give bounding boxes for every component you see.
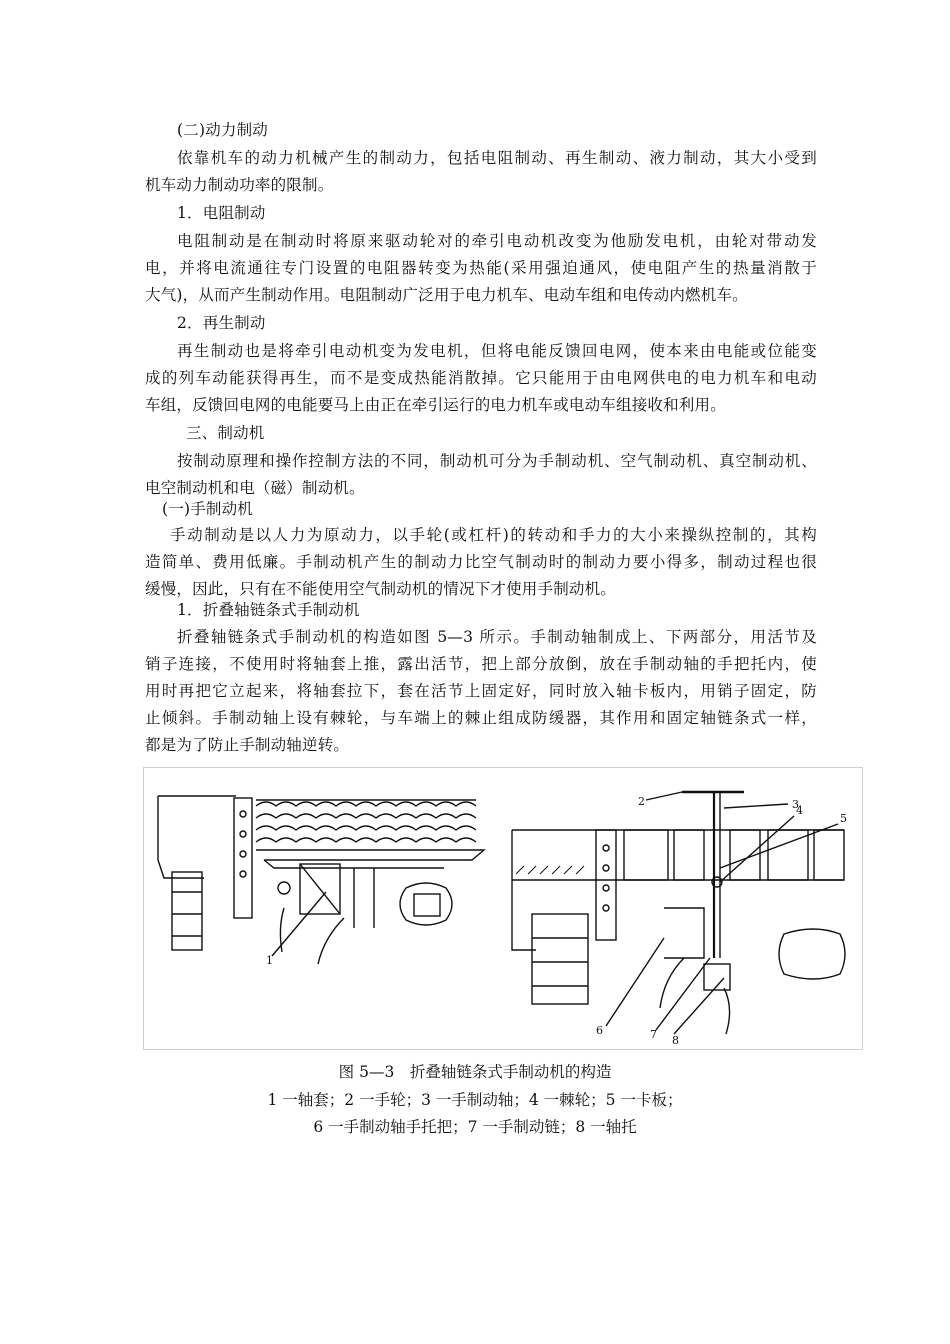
paragraph-line: 手动制动是以人力为原动力，以手轮(或杠杆)的转动和手力的大小来操纵控制的，其构 [170, 526, 817, 544]
paragraph-line: 缓慢，因此，只有在不能使用空气制动机的情况下才使用手制动机。 [145, 580, 617, 598]
part-label-6: 6 [596, 1024, 603, 1037]
leader-line-7 [656, 958, 710, 1030]
paragraph-line: 再生制动也是将牵引电动机变为发电机，但将电能反馈回电网，使本来由电能或位能变 [177, 342, 817, 360]
section-heading-resistance-braking: 1．电阻制动 [177, 204, 266, 222]
paragraph-line: 电，并将电流通往专门设置的电阻器转变为热能(采用强迫通风，使电阻产生的热量消散于 [145, 259, 817, 277]
leader-line-1 [272, 892, 326, 956]
section-heading-dynamic-braking: (二)动力制动 [177, 121, 268, 139]
leader-line-8 [674, 978, 724, 1034]
coupler-left [400, 883, 452, 925]
car-body-outline-left [158, 796, 204, 878]
section-heading-regenerative-braking: 2．再生制动 [177, 314, 266, 332]
figure-caption-legend-line: 6 一手制动轴手托把；7 一手制动链；8 一轴托 [313, 1118, 637, 1136]
hatched-floor-right [516, 866, 584, 874]
paragraph-line: 都是为了防止手制动轴逆转。 [145, 736, 350, 754]
part-label-8: 8 [672, 1034, 679, 1047]
part-label-3: 3 [792, 798, 799, 811]
figure-caption-legend-line: 1 一轴套；2 一手轮；3 一手制动轴；4 一棘轮；5 一卡板； [267, 1091, 683, 1109]
paragraph-line: 止倾斜。手制动轴上设有棘轮，与车端上的棘止组成防缓器，其作用和固定轴链条式一样， [145, 709, 817, 727]
step-ladder-left [172, 872, 202, 950]
paragraph-line: 按制动原理和操作控制方法的不同，制动机可分为手制动机、空气制动机、真空制动机、 [177, 452, 817, 470]
part-label-4: 4 [796, 804, 803, 817]
leader-line-6 [606, 938, 664, 1026]
step-ladder-right [532, 914, 588, 1004]
paragraph-line: 折叠轴链条式手制动机的构造如图 5—3 所示。手制动轴制成上、下两部分，用活节及 [177, 628, 817, 646]
paragraph-line: 依靠机车的动力机械产生的制动力，包括电阻制动、再生制动、液力制动，其大小受到 [177, 149, 817, 167]
paragraph-line: 电空制动机和电（磁）制动机。 [145, 479, 365, 497]
folded-shaft-left [256, 850, 484, 860]
leader-line-3 [724, 804, 788, 808]
paragraph-line: 大气)，从而产生制动作用。电阻制动广泛用于电力机车、电动车组和电传动内燃机车。 [145, 286, 748, 304]
section-heading-brake-machine: 三、制动机 [186, 424, 265, 442]
paragraph-line: 用时再把它立起来，将轴套拉下，套在活节上固定好，同时放入轴卡板内，用销子固定，防 [145, 682, 817, 700]
hand-brake-illustration [144, 768, 862, 1049]
coupler-right [779, 929, 845, 979]
figure-hand-brake-diagram [143, 767, 863, 1050]
section-heading-folding-shaft-brake: 1．折叠轴链条式手制动机 [177, 601, 360, 619]
hinge-plate-left [234, 798, 252, 918]
part-label-2: 2 [638, 795, 645, 808]
leader-line-4 [720, 816, 794, 882]
part-label-7: 7 [650, 1028, 657, 1041]
leader-line-2 [646, 792, 682, 800]
paragraph-line: 成的列车动能获得再生，而不是变成热能消散掉。它只能用于由电网供电的电力机车和电动 [145, 369, 817, 387]
paragraph-line: 造简单、费用低廉。手制动机产生的制动力比空气制动时的制动力要小得多，制动过程也很 [145, 553, 817, 571]
paragraph-line: 机车动力制动功率的限制。 [145, 176, 334, 194]
figure-caption-title: 图 5—3 折叠轴链条式手制动机的构造 [338, 1063, 612, 1081]
part-label-5: 5 [840, 812, 847, 825]
section-heading-hand-brake: (一)手制动机 [162, 500, 253, 518]
load-stack-left [256, 800, 476, 842]
paragraph-line: 电阻制动是在制动时将原来驱动轮对的牵引电动机改变为他励发电机，由轮对带动发 [177, 232, 817, 250]
paragraph-line: 销子连接，不使用时将轴套上推，露出活节，把上部分放倒，放在手制动轴的手把托内，使 [145, 655, 817, 673]
paragraph-line: 车组，反馈回电网的电能要马上由正在牵引运行的电力机车或电动车组接收和利用。 [145, 396, 726, 414]
part-label-1: 1 [266, 954, 273, 967]
